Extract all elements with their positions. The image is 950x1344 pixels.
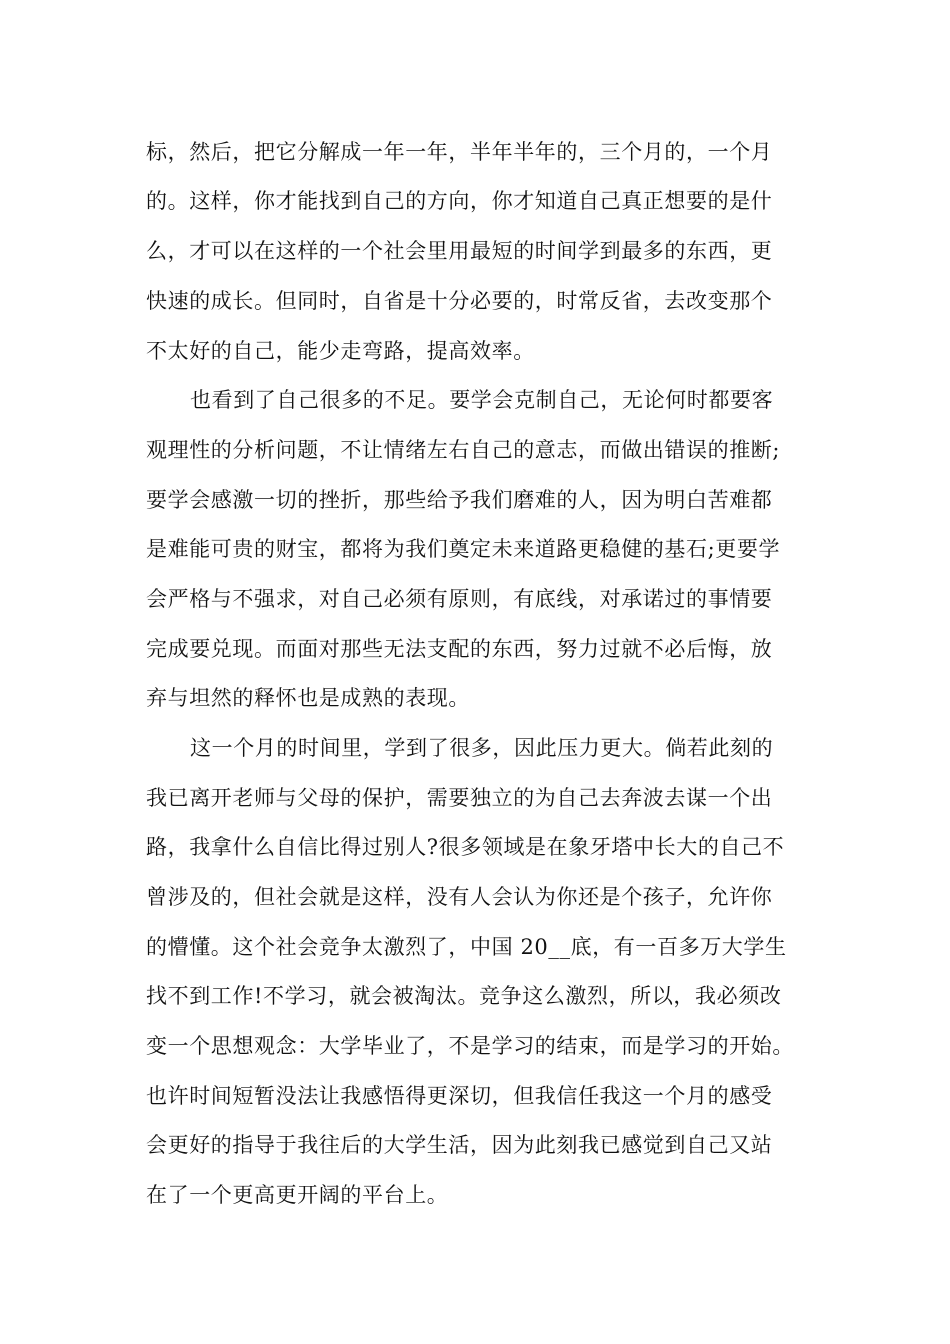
text-line: 的。这样，你才能找到自己的方向，你才知道自己真正想要的是什 bbox=[146, 189, 773, 213]
paragraph-start-line: 这一个月的时间里，学到了很多，因此压力更大。倘若此刻的 bbox=[190, 736, 774, 760]
text-line: 会更好的指导于我往后的大学生活，因为此刻我已感觉到自己又站 bbox=[146, 1133, 773, 1157]
text-line: 曾涉及的，但社会就是这样，没有人会认为你还是个孩子，允许你 bbox=[146, 885, 773, 909]
text-line: 也许时间短暂没法让我感悟得更深切，但我信任我这一个月的感受 bbox=[146, 1084, 773, 1108]
text-line: 在了一个更高更开阔的平台上。 bbox=[146, 1183, 449, 1207]
text-line: 完成要兑现。而面对那些无法支配的东西，努力过就不必后悔，放 bbox=[146, 637, 773, 661]
text-line: 变一个思想观念：大学毕业了，不是学习的结束，而是学习的开始。 bbox=[146, 1034, 794, 1058]
text-line: 会严格与不强求，对自己必须有原则，有底线，对承诺过的事情要 bbox=[146, 587, 773, 611]
text-line: 是难能可贵的财宝，都将为我们奠定未来道路更稳健的基石;更要学 bbox=[146, 537, 781, 561]
text-line: 找不到工作!不学习，就会被淘汰。竞争这么激烈，所以，我必须改 bbox=[146, 984, 782, 1008]
text-line: 路，我拿什么自信比得过别人?很多领域是在象牙塔中长大的自己不 bbox=[146, 835, 785, 859]
text-line: 么，才可以在这样的一个社会里用最短的时间学到最多的东西，更 bbox=[146, 239, 773, 263]
text-line: 不太好的自己，能少走弯路，提高效率。 bbox=[146, 339, 535, 363]
text-line: 快速的成长。但同时，自省是十分必要的，时常反省，去改变那个 bbox=[146, 289, 773, 313]
text-line: 我已离开老师与父母的保护，需要独立的为自己去奔波去谋一个出 bbox=[146, 786, 773, 810]
text-line: 弃与坦然的释怀也是成熟的表现。 bbox=[146, 686, 470, 710]
text-line: 观理性的分析问题，不让情绪左右自己的意志，而做出错误的推断; bbox=[146, 438, 781, 462]
text-line: 标，然后，把它分解成一年一年，半年半年的，三个月的，一个月 bbox=[146, 140, 773, 164]
text-line: 的懵懂。这个社会竞争太激烈了，中国 20__底，有一百多万大学生 bbox=[146, 935, 787, 959]
text-line: 要学会感激一切的挫折，那些给予我们磨难的人，因为明白苦难都 bbox=[146, 488, 773, 512]
paragraph-start-line: 也看到了自己很多的不足。要学会克制自己，无论何时都要客 bbox=[190, 388, 774, 412]
